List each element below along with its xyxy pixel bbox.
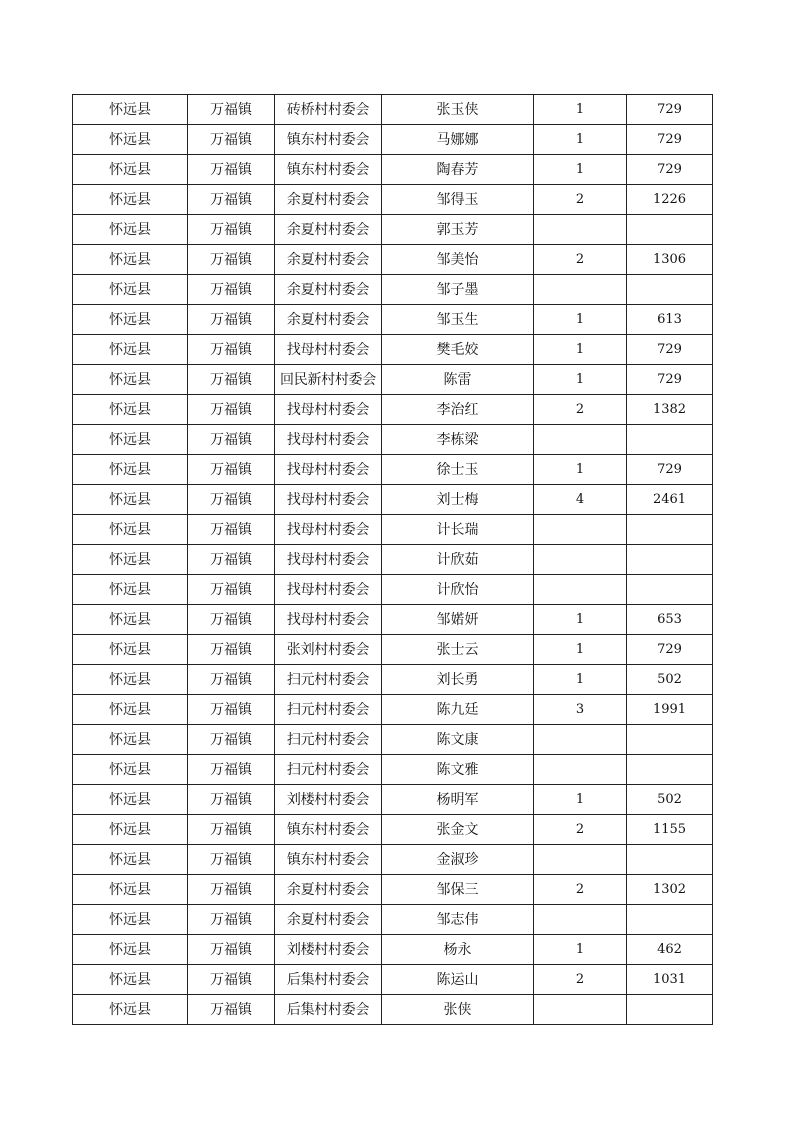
village-cell: 找母村村委会 (275, 335, 382, 365)
table-row (73, 905, 713, 935)
county-cell: 怀远县 (73, 995, 188, 1025)
name-cell: 樊毛姣 (382, 335, 534, 365)
county-cell: 怀远县 (73, 455, 188, 485)
name-cell: 陈九廷 (382, 695, 534, 725)
town-cell: 万福镇 (188, 605, 275, 635)
village-cell: 扫元村村委会 (275, 695, 382, 725)
name-cell: 张金文 (382, 815, 534, 845)
amount-cell (627, 575, 713, 605)
village-cell: 余夏村村委会 (275, 245, 382, 275)
town-cell: 万福镇 (188, 755, 275, 785)
town-cell: 万福镇 (188, 575, 275, 605)
data-table (72, 94, 713, 1025)
amount-cell: 1991 (627, 695, 713, 725)
county-cell: 怀远县 (73, 275, 188, 305)
town-cell: 万福镇 (188, 965, 275, 995)
town-cell: 万福镇 (188, 365, 275, 395)
village-cell: 镇东村村委会 (275, 815, 382, 845)
name-cell: 陈运山 (382, 965, 534, 995)
amount-cell: 1302 (627, 875, 713, 905)
county-cell: 怀远县 (73, 215, 188, 245)
county-cell: 怀远县 (73, 755, 188, 785)
table-row (73, 785, 713, 815)
table-row (73, 605, 713, 635)
town-cell: 万福镇 (188, 905, 275, 935)
name-cell: 邹得玉 (382, 185, 534, 215)
count-cell: 2 (534, 185, 627, 215)
name-cell: 邹保三 (382, 875, 534, 905)
name-cell: 李栋梁 (382, 425, 534, 455)
town-cell: 万福镇 (188, 935, 275, 965)
count-cell (534, 845, 627, 875)
village-cell: 扫元村村委会 (275, 725, 382, 755)
town-cell: 万福镇 (188, 335, 275, 365)
county-cell: 怀远县 (73, 605, 188, 635)
village-cell: 找母村村委会 (275, 395, 382, 425)
name-cell: 徐士玉 (382, 455, 534, 485)
table-row (73, 575, 713, 605)
table-row (73, 875, 713, 905)
village-cell: 后集村村委会 (275, 965, 382, 995)
village-cell: 找母村村委会 (275, 455, 382, 485)
table-row (73, 695, 713, 725)
amount-cell: 729 (627, 125, 713, 155)
village-cell: 余夏村村委会 (275, 275, 382, 305)
amount-cell: 729 (627, 455, 713, 485)
amount-cell (627, 515, 713, 545)
count-cell: 1 (534, 635, 627, 665)
table-row (73, 155, 713, 185)
amount-cell (627, 275, 713, 305)
town-cell: 万福镇 (188, 665, 275, 695)
county-cell: 怀远县 (73, 395, 188, 425)
count-cell: 1 (534, 665, 627, 695)
county-cell: 怀远县 (73, 95, 188, 125)
village-cell: 余夏村村委会 (275, 905, 382, 935)
county-cell: 怀远县 (73, 725, 188, 755)
name-cell: 金淑珍 (382, 845, 534, 875)
table-row (73, 515, 713, 545)
name-cell: 陈雷 (382, 365, 534, 395)
amount-cell (627, 845, 713, 875)
town-cell: 万福镇 (188, 545, 275, 575)
table-body (73, 95, 713, 1025)
count-cell (534, 275, 627, 305)
name-cell: 邹玉生 (382, 305, 534, 335)
county-cell: 怀远县 (73, 695, 188, 725)
table-row (73, 995, 713, 1025)
count-cell (534, 905, 627, 935)
town-cell: 万福镇 (188, 485, 275, 515)
count-cell (534, 215, 627, 245)
town-cell: 万福镇 (188, 995, 275, 1025)
town-cell: 万福镇 (188, 215, 275, 245)
amount-cell: 1306 (627, 245, 713, 275)
table-row (73, 725, 713, 755)
town-cell: 万福镇 (188, 845, 275, 875)
amount-cell (627, 545, 713, 575)
name-cell: 邹子墨 (382, 275, 534, 305)
amount-cell: 1155 (627, 815, 713, 845)
table-row (73, 755, 713, 785)
table-row (73, 545, 713, 575)
county-cell: 怀远县 (73, 245, 188, 275)
county-cell: 怀远县 (73, 545, 188, 575)
name-cell: 郭玉芳 (382, 215, 534, 245)
table-row (73, 395, 713, 425)
name-cell: 计欣怡 (382, 575, 534, 605)
amount-cell: 1031 (627, 965, 713, 995)
count-cell: 2 (534, 965, 627, 995)
village-cell: 张刘村村委会 (275, 635, 382, 665)
village-cell: 后集村村委会 (275, 995, 382, 1025)
amount-cell: 729 (627, 635, 713, 665)
village-cell: 镇东村村委会 (275, 845, 382, 875)
county-cell: 怀远县 (73, 575, 188, 605)
name-cell: 马娜娜 (382, 125, 534, 155)
count-cell (534, 515, 627, 545)
table-row (73, 815, 713, 845)
village-cell: 刘楼村村委会 (275, 935, 382, 965)
village-cell: 找母村村委会 (275, 515, 382, 545)
table-row (73, 185, 713, 215)
village-cell: 余夏村村委会 (275, 185, 382, 215)
amount-cell (627, 995, 713, 1025)
amount-cell: 653 (627, 605, 713, 635)
town-cell: 万福镇 (188, 875, 275, 905)
county-cell: 怀远县 (73, 665, 188, 695)
name-cell: 刘士梅 (382, 485, 534, 515)
town-cell: 万福镇 (188, 695, 275, 725)
table-row (73, 275, 713, 305)
town-cell: 万福镇 (188, 455, 275, 485)
amount-cell (627, 425, 713, 455)
amount-cell: 1226 (627, 185, 713, 215)
count-cell: 4 (534, 485, 627, 515)
count-cell: 2 (534, 815, 627, 845)
table-row (73, 365, 713, 395)
county-cell: 怀远县 (73, 785, 188, 815)
county-cell: 怀远县 (73, 845, 188, 875)
village-cell: 找母村村委会 (275, 425, 382, 455)
table-row (73, 305, 713, 335)
village-cell: 找母村村委会 (275, 605, 382, 635)
county-cell: 怀远县 (73, 155, 188, 185)
town-cell: 万福镇 (188, 725, 275, 755)
count-cell: 2 (534, 395, 627, 425)
count-cell: 1 (534, 365, 627, 395)
name-cell: 计欣茹 (382, 545, 534, 575)
county-cell: 怀远县 (73, 425, 188, 455)
town-cell: 万福镇 (188, 95, 275, 125)
table-row (73, 125, 713, 155)
amount-cell: 613 (627, 305, 713, 335)
table-row (73, 845, 713, 875)
count-cell: 1 (534, 335, 627, 365)
name-cell: 杨明军 (382, 785, 534, 815)
table-row (73, 455, 713, 485)
village-cell: 砖桥村村委会 (275, 95, 382, 125)
count-cell (534, 425, 627, 455)
table-row (73, 635, 713, 665)
town-cell: 万福镇 (188, 815, 275, 845)
count-cell: 2 (534, 875, 627, 905)
count-cell (534, 575, 627, 605)
village-cell: 回民新村村委会 (275, 365, 382, 395)
town-cell: 万福镇 (188, 245, 275, 275)
village-cell: 余夏村村委会 (275, 305, 382, 335)
amount-cell: 502 (627, 665, 713, 695)
name-cell: 陈文康 (382, 725, 534, 755)
village-cell: 镇东村村委会 (275, 125, 382, 155)
count-cell (534, 725, 627, 755)
amount-cell: 729 (627, 365, 713, 395)
table-row (73, 965, 713, 995)
count-cell: 1 (534, 95, 627, 125)
village-cell: 找母村村委会 (275, 575, 382, 605)
amount-cell (627, 725, 713, 755)
count-cell: 3 (534, 695, 627, 725)
town-cell: 万福镇 (188, 425, 275, 455)
name-cell: 杨永 (382, 935, 534, 965)
county-cell: 怀远县 (73, 965, 188, 995)
county-cell: 怀远县 (73, 935, 188, 965)
county-cell: 怀远县 (73, 335, 188, 365)
name-cell: 计长瑞 (382, 515, 534, 545)
amount-cell: 2461 (627, 485, 713, 515)
town-cell: 万福镇 (188, 635, 275, 665)
county-cell: 怀远县 (73, 635, 188, 665)
county-cell: 怀远县 (73, 515, 188, 545)
town-cell: 万福镇 (188, 395, 275, 425)
table-row (73, 245, 713, 275)
name-cell: 陶春芳 (382, 155, 534, 185)
county-cell: 怀远县 (73, 305, 188, 335)
count-cell: 1 (534, 605, 627, 635)
amount-cell: 1382 (627, 395, 713, 425)
table-row (73, 425, 713, 455)
county-cell: 怀远县 (73, 485, 188, 515)
amount-cell (627, 755, 713, 785)
table-row (73, 95, 713, 125)
village-cell: 扫元村村委会 (275, 665, 382, 695)
county-cell: 怀远县 (73, 875, 188, 905)
name-cell: 陈文雅 (382, 755, 534, 785)
county-cell: 怀远县 (73, 365, 188, 395)
amount-cell: 729 (627, 155, 713, 185)
table-row (73, 215, 713, 245)
town-cell: 万福镇 (188, 185, 275, 215)
table-row (73, 665, 713, 695)
name-cell: 邹美怡 (382, 245, 534, 275)
count-cell: 1 (534, 155, 627, 185)
count-cell: 1 (534, 455, 627, 485)
count-cell: 2 (534, 245, 627, 275)
name-cell: 张玉侠 (382, 95, 534, 125)
village-cell: 余夏村村委会 (275, 215, 382, 245)
village-cell: 找母村村委会 (275, 545, 382, 575)
village-cell: 刘楼村村委会 (275, 785, 382, 815)
town-cell: 万福镇 (188, 515, 275, 545)
amount-cell (627, 215, 713, 245)
count-cell (534, 545, 627, 575)
amount-cell (627, 905, 713, 935)
town-cell: 万福镇 (188, 785, 275, 815)
count-cell: 1 (534, 785, 627, 815)
name-cell: 刘长勇 (382, 665, 534, 695)
town-cell: 万福镇 (188, 275, 275, 305)
village-cell: 找母村村委会 (275, 485, 382, 515)
village-cell: 余夏村村委会 (275, 875, 382, 905)
count-cell: 1 (534, 125, 627, 155)
count-cell (534, 755, 627, 785)
count-cell: 1 (534, 935, 627, 965)
town-cell: 万福镇 (188, 155, 275, 185)
village-cell: 镇东村村委会 (275, 155, 382, 185)
village-cell: 扫元村村委会 (275, 755, 382, 785)
county-cell: 怀远县 (73, 185, 188, 215)
table-row (73, 335, 713, 365)
name-cell: 张侠 (382, 995, 534, 1025)
count-cell (534, 995, 627, 1025)
amount-cell: 502 (627, 785, 713, 815)
amount-cell: 462 (627, 935, 713, 965)
table-row (73, 485, 713, 515)
amount-cell: 729 (627, 95, 713, 125)
name-cell: 邹志伟 (382, 905, 534, 935)
county-cell: 怀远县 (73, 905, 188, 935)
county-cell: 怀远县 (73, 125, 188, 155)
name-cell: 张士云 (382, 635, 534, 665)
name-cell: 李治红 (382, 395, 534, 425)
count-cell: 1 (534, 305, 627, 335)
town-cell: 万福镇 (188, 305, 275, 335)
table-row (73, 935, 713, 965)
amount-cell: 729 (627, 335, 713, 365)
name-cell: 邹婼妍 (382, 605, 534, 635)
town-cell: 万福镇 (188, 125, 275, 155)
county-cell: 怀远县 (73, 815, 188, 845)
